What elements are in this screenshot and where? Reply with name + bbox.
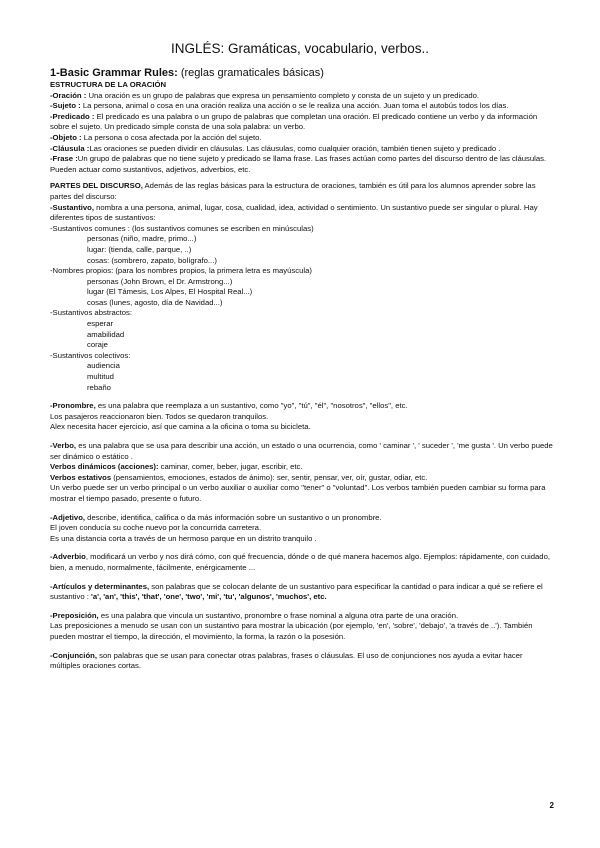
list-item: rebaño: [87, 382, 111, 392]
definition-text: es una palabra que se usa para describir una acción, un estado o una ocurrencia, como ' caminar ', ' suceder ', 'me gusta '. Un verbo puede ser dinámico o estático .: [50, 441, 553, 461]
verbos-estativos: [50, 473, 555, 484]
preposicion-extra: Las preposiciones a menudo se usan con un sustantivo para mostrar la ubicación (por ejemplo, 'en', 'sobre', 'debajo', 'a través de ..'). También pueden mostrar el tiempo, la dirección, el movimiento, la forma, la razón o la posesión.: [50, 621, 533, 641]
term: -Frase :: [50, 154, 78, 164]
term: -Conjunción,: [50, 650, 97, 660]
definition-text: es una palabra que vincula un sustantivo, pronombre o frase nominal a alguna otra parte de una oración.: [98, 610, 459, 620]
colectivos-heading: -Sustantivos colectivos:: [50, 350, 131, 360]
section-heading-note: (reglas gramaticales básicas): [177, 67, 324, 79]
definition-clausula: [50, 144, 555, 155]
term: -Adjetivo,: [50, 512, 86, 522]
definition-frase: [50, 154, 555, 175]
list-item: lugar: (tienda, calle, parque, ..): [87, 244, 192, 254]
page-title: INGLÉS: Gramáticas, vocabulario, verbos..: [170, 41, 430, 56]
verbo-extra: Un verbo puede ser un verbo principal o un verbo auxiliar o auxiliar como "tener" o "voluntad". Los verbos también pueden cambiar su forma para mostrar el tiempo pasado, presente o futuro.: [50, 483, 546, 503]
term: PARTES DEL DISCURSO,: [50, 181, 143, 191]
definition-text: El predicado es una palabra o un grupo de palabras que completan una oración. El predicado contiene un verbo y da información sobre el sujeto. Un predicado simple consta de una sola palabra: un verbo.: [50, 111, 538, 132]
subheading: ESTRUCTURA DE LA ORACIÓN: [50, 80, 167, 89]
definition-text: Una oración es un grupo de palabras que expresa un pensamiento completo y consta de un sujeto y un predicado.: [86, 90, 480, 100]
definition-adverbio: [50, 552, 555, 573]
page-number: 2: [549, 801, 554, 810]
definition-sujeto: [50, 101, 555, 112]
examples-text: 'a', 'an', 'this', 'that', 'one', 'two', 'mi', 'tu', 'algunos', 'muchos', etc.: [91, 592, 327, 602]
definition-conjuncion: [50, 651, 555, 672]
section-heading-label: 1-Basic Grammar Rules:: [50, 67, 178, 79]
definition-text: La persona o cosa afectada por la acción del sujeto.: [81, 132, 262, 142]
definition-text: son palabras que se colocan delante de un sustantivo para especificar la cantidad o para indicar a qué se refiere el sustantivo :: [50, 581, 543, 602]
partes-del-discurso: [50, 181, 555, 202]
list-item: coraje: [87, 340, 108, 350]
definition-sustantivo: [50, 203, 555, 224]
definition-text: describe, identifica, califica o da más información sobre un sustantivo o un pronombre.: [85, 512, 382, 522]
example-line: Es una distancia corta a través de un hermoso parque en un distrito tranquilo .: [50, 533, 317, 543]
list-item: multitud: [87, 372, 114, 382]
term: -Oración :: [50, 90, 87, 100]
example-line: Alex necesita hacer ejercicio, así que camina a la oficina o toma su bicicleta.: [50, 422, 311, 432]
example-line: Los pasajeros reaccionaron bien. Todos se quedaron tranquilos.: [50, 411, 269, 421]
term: -Sujeto :: [50, 101, 81, 111]
list-item: amabilidad: [87, 329, 125, 339]
definition-oracion: [50, 91, 555, 102]
definition-text: es una palabra que reemplaza a un sustantivo, como "yo", "tú", "él", "nosotros", "ellos", etc.: [95, 401, 408, 411]
term: Verbos dinámicos (acciones):: [50, 462, 159, 472]
section-heading: [50, 66, 555, 80]
term: -Adverbio: [50, 552, 86, 562]
term: -Sustantivo,: [50, 202, 94, 212]
verbos-dinamicos: [50, 462, 555, 473]
document-body: [50, 66, 555, 672]
definition-text: caminar, comer, beber, jugar, escribir, etc.: [158, 462, 303, 472]
list-item: personas (John Brown, el Dr. Armstrong...): [87, 276, 233, 286]
list-item: cosas (lunes, agosto, día de Navidad...): [87, 297, 223, 307]
list-item: cosas: (sombrero, zapato, bolígrafo...): [87, 255, 217, 265]
list-item: lugar (El Támesis, Los Alpes, El Hospital Real...): [87, 287, 253, 297]
definition-text: , modificará un verbo y nos dirá cómo, con qué frecuencia, dónde o de qué manera hacemos algo. Ejemplos: rápidamente, con cuidado, bien, a menudo, normalmente, fácilmente, enérgicamente ...: [50, 552, 550, 572]
definition-text: Además de las reglas básicas para la estructura de oraciones, también es útil para los alumnos aprender sobre las partes del discurso:: [50, 181, 536, 201]
definition-text: La persona, animal o cosa en una oración realiza una acción o se le realiza una acción. Juan toma el autobús todos los días.: [80, 101, 509, 111]
term: -Verbo,: [50, 441, 77, 450]
term: Verbos estativos: [50, 472, 112, 482]
definition-text: nombra a una persona, animal, lugar, cosa, cualidad, idea, actividad o sentimiento. Un sustantivo puede ser singular o plural. Hay diferentes tipos de sustantivos:: [50, 202, 538, 223]
definition-verbo: [50, 441, 555, 462]
example-line: El joven conducía su coche nuevo por la concurrida carretera.: [50, 523, 262, 533]
term: -Pronombre,: [50, 401, 96, 411]
definition-predicado: [50, 112, 555, 133]
list-item: personas (niño, madre, primo...): [87, 234, 197, 244]
term: -Predicado :: [50, 111, 95, 121]
propios-heading: -Nombres propios: (para los nombres propios, la primera letra es mayúscula): [50, 266, 312, 276]
term: -Cláusula :: [50, 143, 90, 153]
definition-text: Un grupo de palabras que no tiene sujeto y predicado se llama frase. Las frases actúan como partes del discurso dentro de las cláusulas. Pueden actuar como sustantivos, adjetivos, adverbios, etc.: [50, 154, 547, 174]
comunes-heading: -Sustantivos comunes : (los sustantivos comunes se escriben en minúsculas): [50, 223, 314, 233]
definition-text: (pensamientos, emociones, estados de ánimo): ser, sentir, pensar, ver, oír, gustar, odiar, etc.: [111, 472, 428, 482]
list-item: audiencia: [87, 361, 120, 371]
definition-pronombre: [50, 401, 555, 412]
abstractos-heading: -Sustantivos abstractos:: [50, 308, 133, 318]
definition-text: son palabras que se usan para conectar otras palabras, frases o cláusulas. El uso de conjunciones nos ayuda a evitar hacer múltiples oraciones cortas.: [50, 650, 523, 671]
term: -Preposición,: [50, 610, 99, 620]
definition-articulos: [50, 582, 555, 603]
list-item: esperar: [87, 319, 114, 329]
term: -Objeto :: [50, 132, 82, 142]
definition-text: Las oraciones se pueden dividir en cláusulas. Las cláusulas, como cualquier oración, también tienen sujeto y predicado .: [89, 143, 501, 153]
term: -Artículos y determinantes,: [50, 581, 150, 591]
definition-objeto: [50, 133, 555, 144]
definition-preposicion: [50, 611, 555, 622]
definition-adjetivo: [50, 513, 555, 524]
